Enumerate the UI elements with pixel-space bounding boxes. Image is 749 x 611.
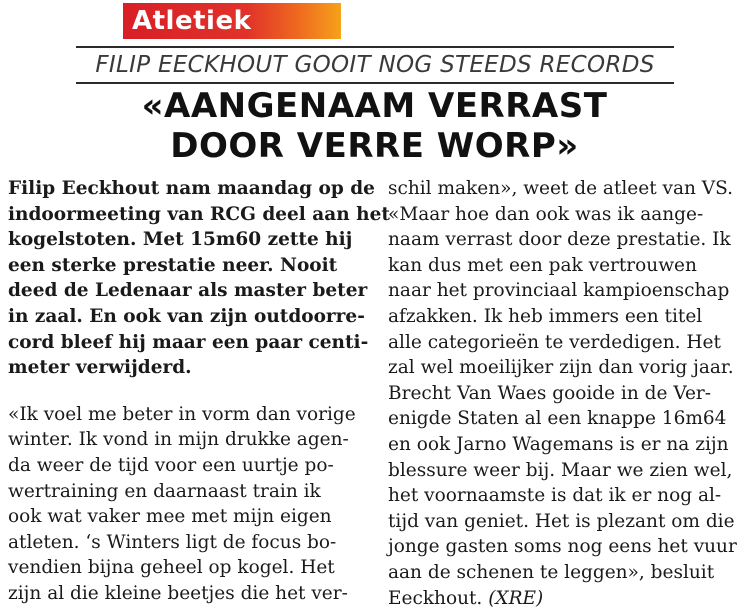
lead-line: cord bleef hij maar een paar centi-	[8, 330, 370, 356]
lead-line: Filip Eeckhout nam maandag op de	[8, 176, 370, 202]
lead-paragraph	[8, 176, 370, 381]
body-line: en ook Jarno Wagemans is er na zijn	[388, 432, 740, 458]
body-line: kan dus met een pak vertrouwen	[388, 253, 740, 279]
body-line: atleten. ‘s Winters ligt de focus bo-	[8, 530, 370, 556]
body-line: naar het provinciaal kampioenschap	[388, 278, 740, 304]
headline-line-2: DOOR VERRE WORP»	[0, 126, 749, 166]
lead-line: indoormeeting van RCG deel aan het	[8, 202, 370, 228]
lead-line: deed de Ledenaar als master beter	[8, 278, 370, 304]
body-line: alle categorieën te verdedigen. Het	[388, 330, 740, 356]
body-line: da weer de tijd voor een uurtje po-	[8, 453, 370, 479]
body-paragraph	[8, 402, 370, 607]
paragraph-gap	[8, 381, 370, 402]
body-line: ook wat vaker mee met mijn eigen	[8, 504, 370, 530]
closing-text: Eeckhout.	[388, 588, 482, 609]
body-line: blessure weer bij. Maar we zien wel,	[388, 458, 740, 484]
headline	[0, 86, 749, 166]
body-line: jonge gasten soms nog eens het vuur	[388, 534, 740, 560]
section-label: Atletiek	[132, 3, 251, 39]
headline-line-1: «AANGENAAM VERRAST	[0, 86, 749, 126]
byline: (XRE)	[488, 588, 543, 609]
kicker	[76, 46, 674, 84]
left-column	[8, 176, 370, 607]
right-column	[388, 176, 740, 611]
body-line: winter. Ik vond in mijn drukke agen-	[8, 427, 370, 453]
closing-line	[388, 586, 740, 611]
body-line: het voornaamste is dat ik er nog al-	[388, 483, 740, 509]
section-tag-stripe	[299, 3, 341, 39]
body-line: Brecht Van Waes gooide in de Ver-	[388, 381, 740, 407]
body-line: «Maar hoe dan ook was ik aange-	[388, 202, 740, 228]
body-line: enigde Staten al een knappe 16m64	[388, 406, 740, 432]
body-line: «Ik voel me beter in vorm dan vorige	[8, 402, 370, 428]
lead-line: meter verwijderd.	[8, 355, 370, 381]
body-line: zijn al die kleine beetjes die het ver-	[8, 581, 370, 607]
kicker-text: FILIP EECKHOUT GOOIT NOG STEEDS RECORDS	[76, 48, 674, 82]
lead-line: kogelstoten. Met 15m60 zette hij	[8, 227, 370, 253]
body-line: zal wel moeilijker zijn dan vorig jaar.	[388, 355, 740, 381]
body-line: wertraining en daarnaast train ik	[8, 479, 370, 505]
body-line: naam verrast door deze prestatie. Ik	[388, 227, 740, 253]
body-line: schil maken», weet de atleet van VS.	[388, 176, 740, 202]
body-line: afzakken. Ik heb immers een titel	[388, 304, 740, 330]
lead-line: een sterke prestatie neer. Nooit	[8, 253, 370, 279]
body-line: tijd van geniet. Het is plezant om die	[388, 509, 740, 535]
lead-line: in zaal. En ook van zijn outdoorre-	[8, 304, 370, 330]
body-line: vendien bijna geheel op kogel. Het	[8, 555, 370, 581]
body-line: aan de schenen te leggen», besluit	[388, 560, 740, 586]
